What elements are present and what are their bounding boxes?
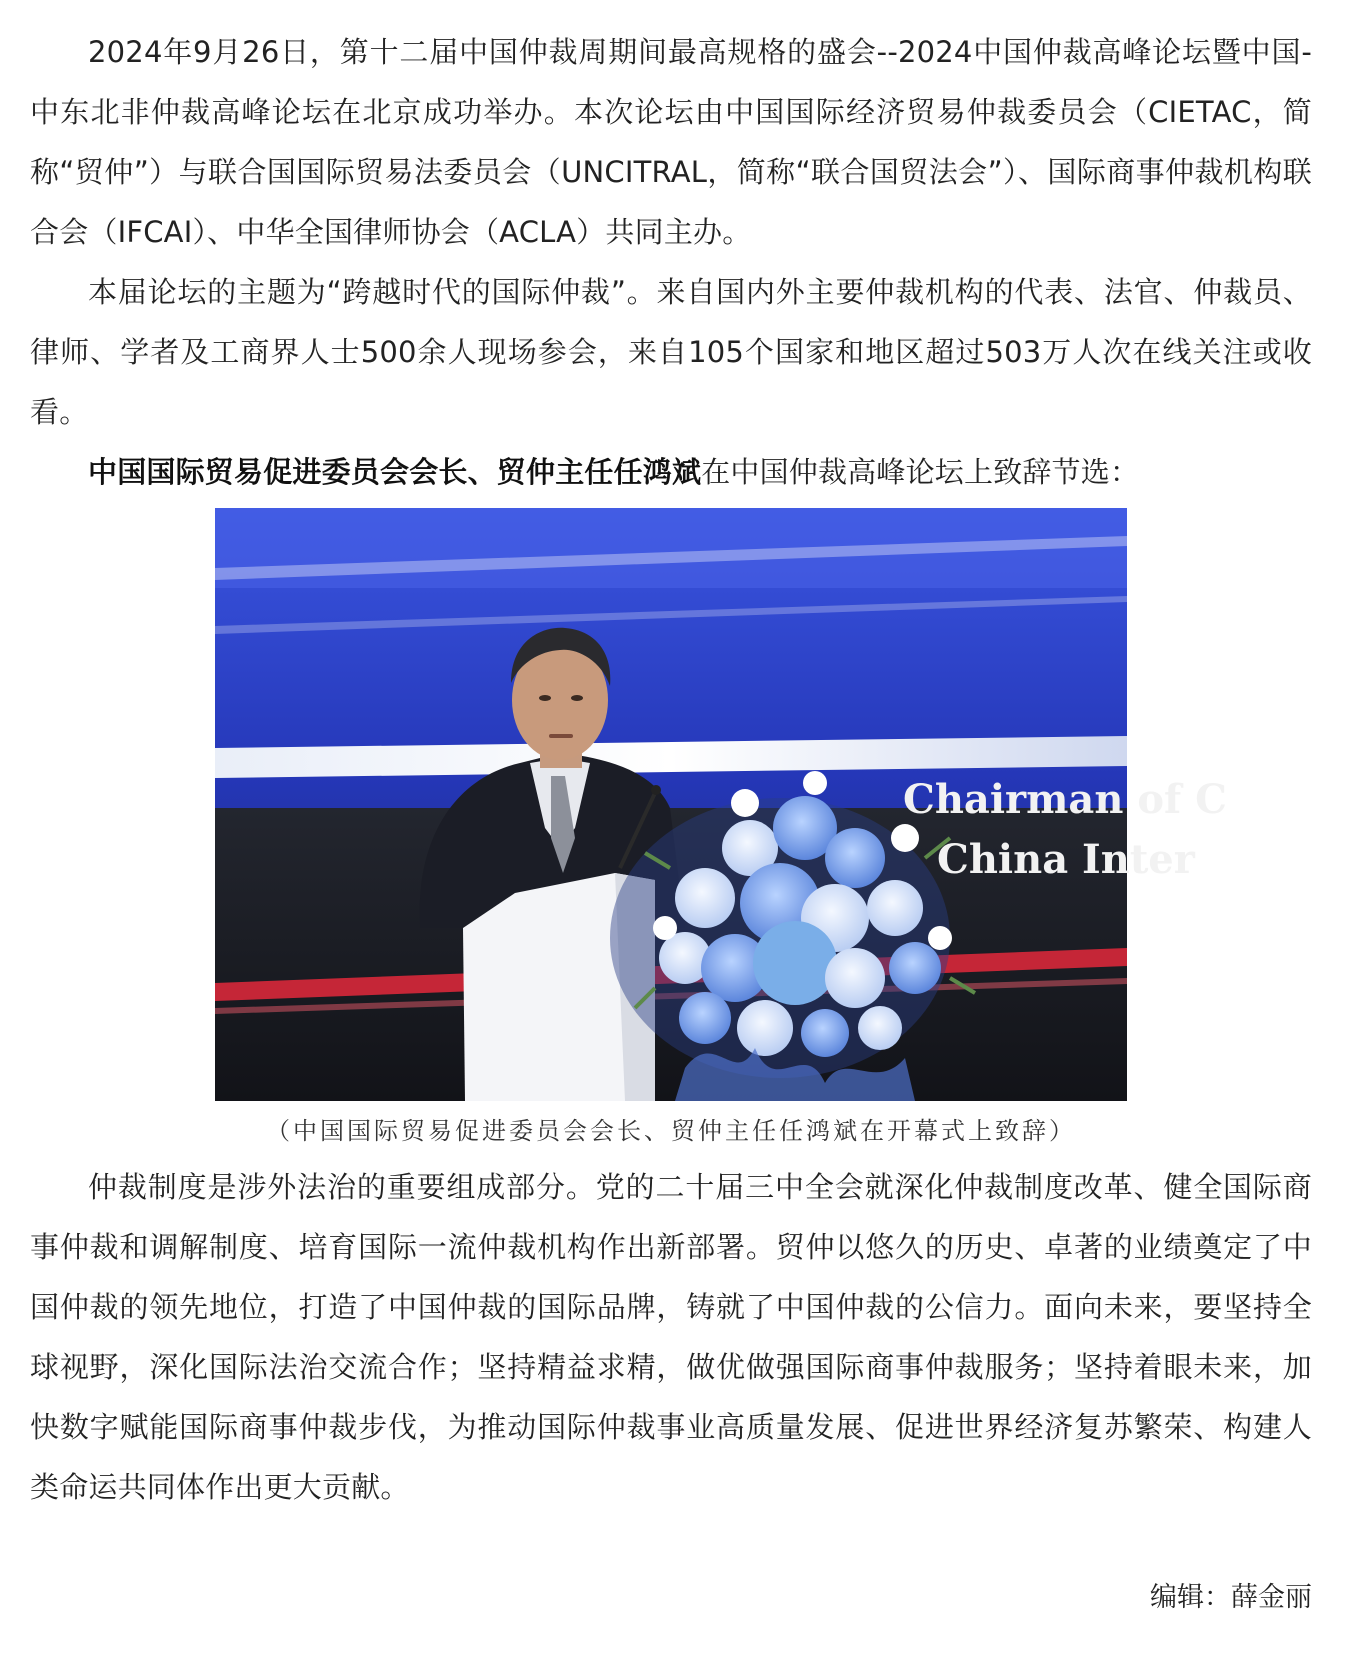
paragraph-speech-intro — [30, 442, 1312, 502]
figure — [30, 508, 1312, 1153]
editor-credit: 编辑：薛金丽 — [1150, 1582, 1312, 1613]
speaker-name-bold: 中国国际贸易促进委员会会长、贸仲主任任鸿斌 — [88, 455, 702, 489]
paragraph-speech: 仲裁制度是涉外法治的重要组成部分。党的二十届三中全会就深化仲裁制度改革、健全国际商事仲裁和调解制度、培育国际一流仲裁机构作出新部署。贸仲以悠久的历史、卓著的业绩奠定了中国仲裁的领先地位，打造了中国仲裁的国际品牌，铸就了中国仲裁的公信力。面向未来，要坚持全球视野，深化国际法治交流合作；坚持精益求精，做优做强国际商事仲裁服务；坚持着眼未来，加快数字赋能国际商事仲裁步伐，为推动国际仲裁事业高质量发展、促进世界经济复苏繁荣、构建人类命运共同体作出更大贡献。 — [30, 1170, 1312, 1504]
screen-text-line2: China Inter — [937, 836, 1195, 883]
paragraph-intro: 2024年9月26日，第十二届中国仲裁周期间最高规格的盛会--2024中国仲裁高峰论坛暨中国-中东北非仲裁高峰论坛在北京成功举办。本次论坛由中国国际经济贸易仲裁委员会（CIETAC，简称“贸仲”）与联合国国际贸易法委员会（UNCITRAL，简称“联合国贸法会”）、国际商事仲裁机构联合会（IFCAI）、中华全国律师协会（ACLA）共同主办。 — [30, 35, 1312, 249]
speaker-photo — [215, 508, 1228, 1101]
paragraph-theme: 本届论坛的主题为“跨越时代的国际仲裁”。来自国内外主要仲裁机构的代表、法官、仲裁员、律师、学者及工商界人士500余人现场参会，来自105个国家和地区超过503万人次在线关注或收看。 — [30, 275, 1312, 429]
screen-text-line1: Chairman of C — [903, 776, 1228, 823]
figure-caption: （中国国际贸易促进委员会会长、贸仲主任任鸿斌在开幕式上致辞） — [266, 1117, 1076, 1145]
article-body — [30, 22, 1312, 1517]
speech-intro-text: 在中国仲裁高峰论坛上致辞节选： — [701, 455, 1140, 489]
